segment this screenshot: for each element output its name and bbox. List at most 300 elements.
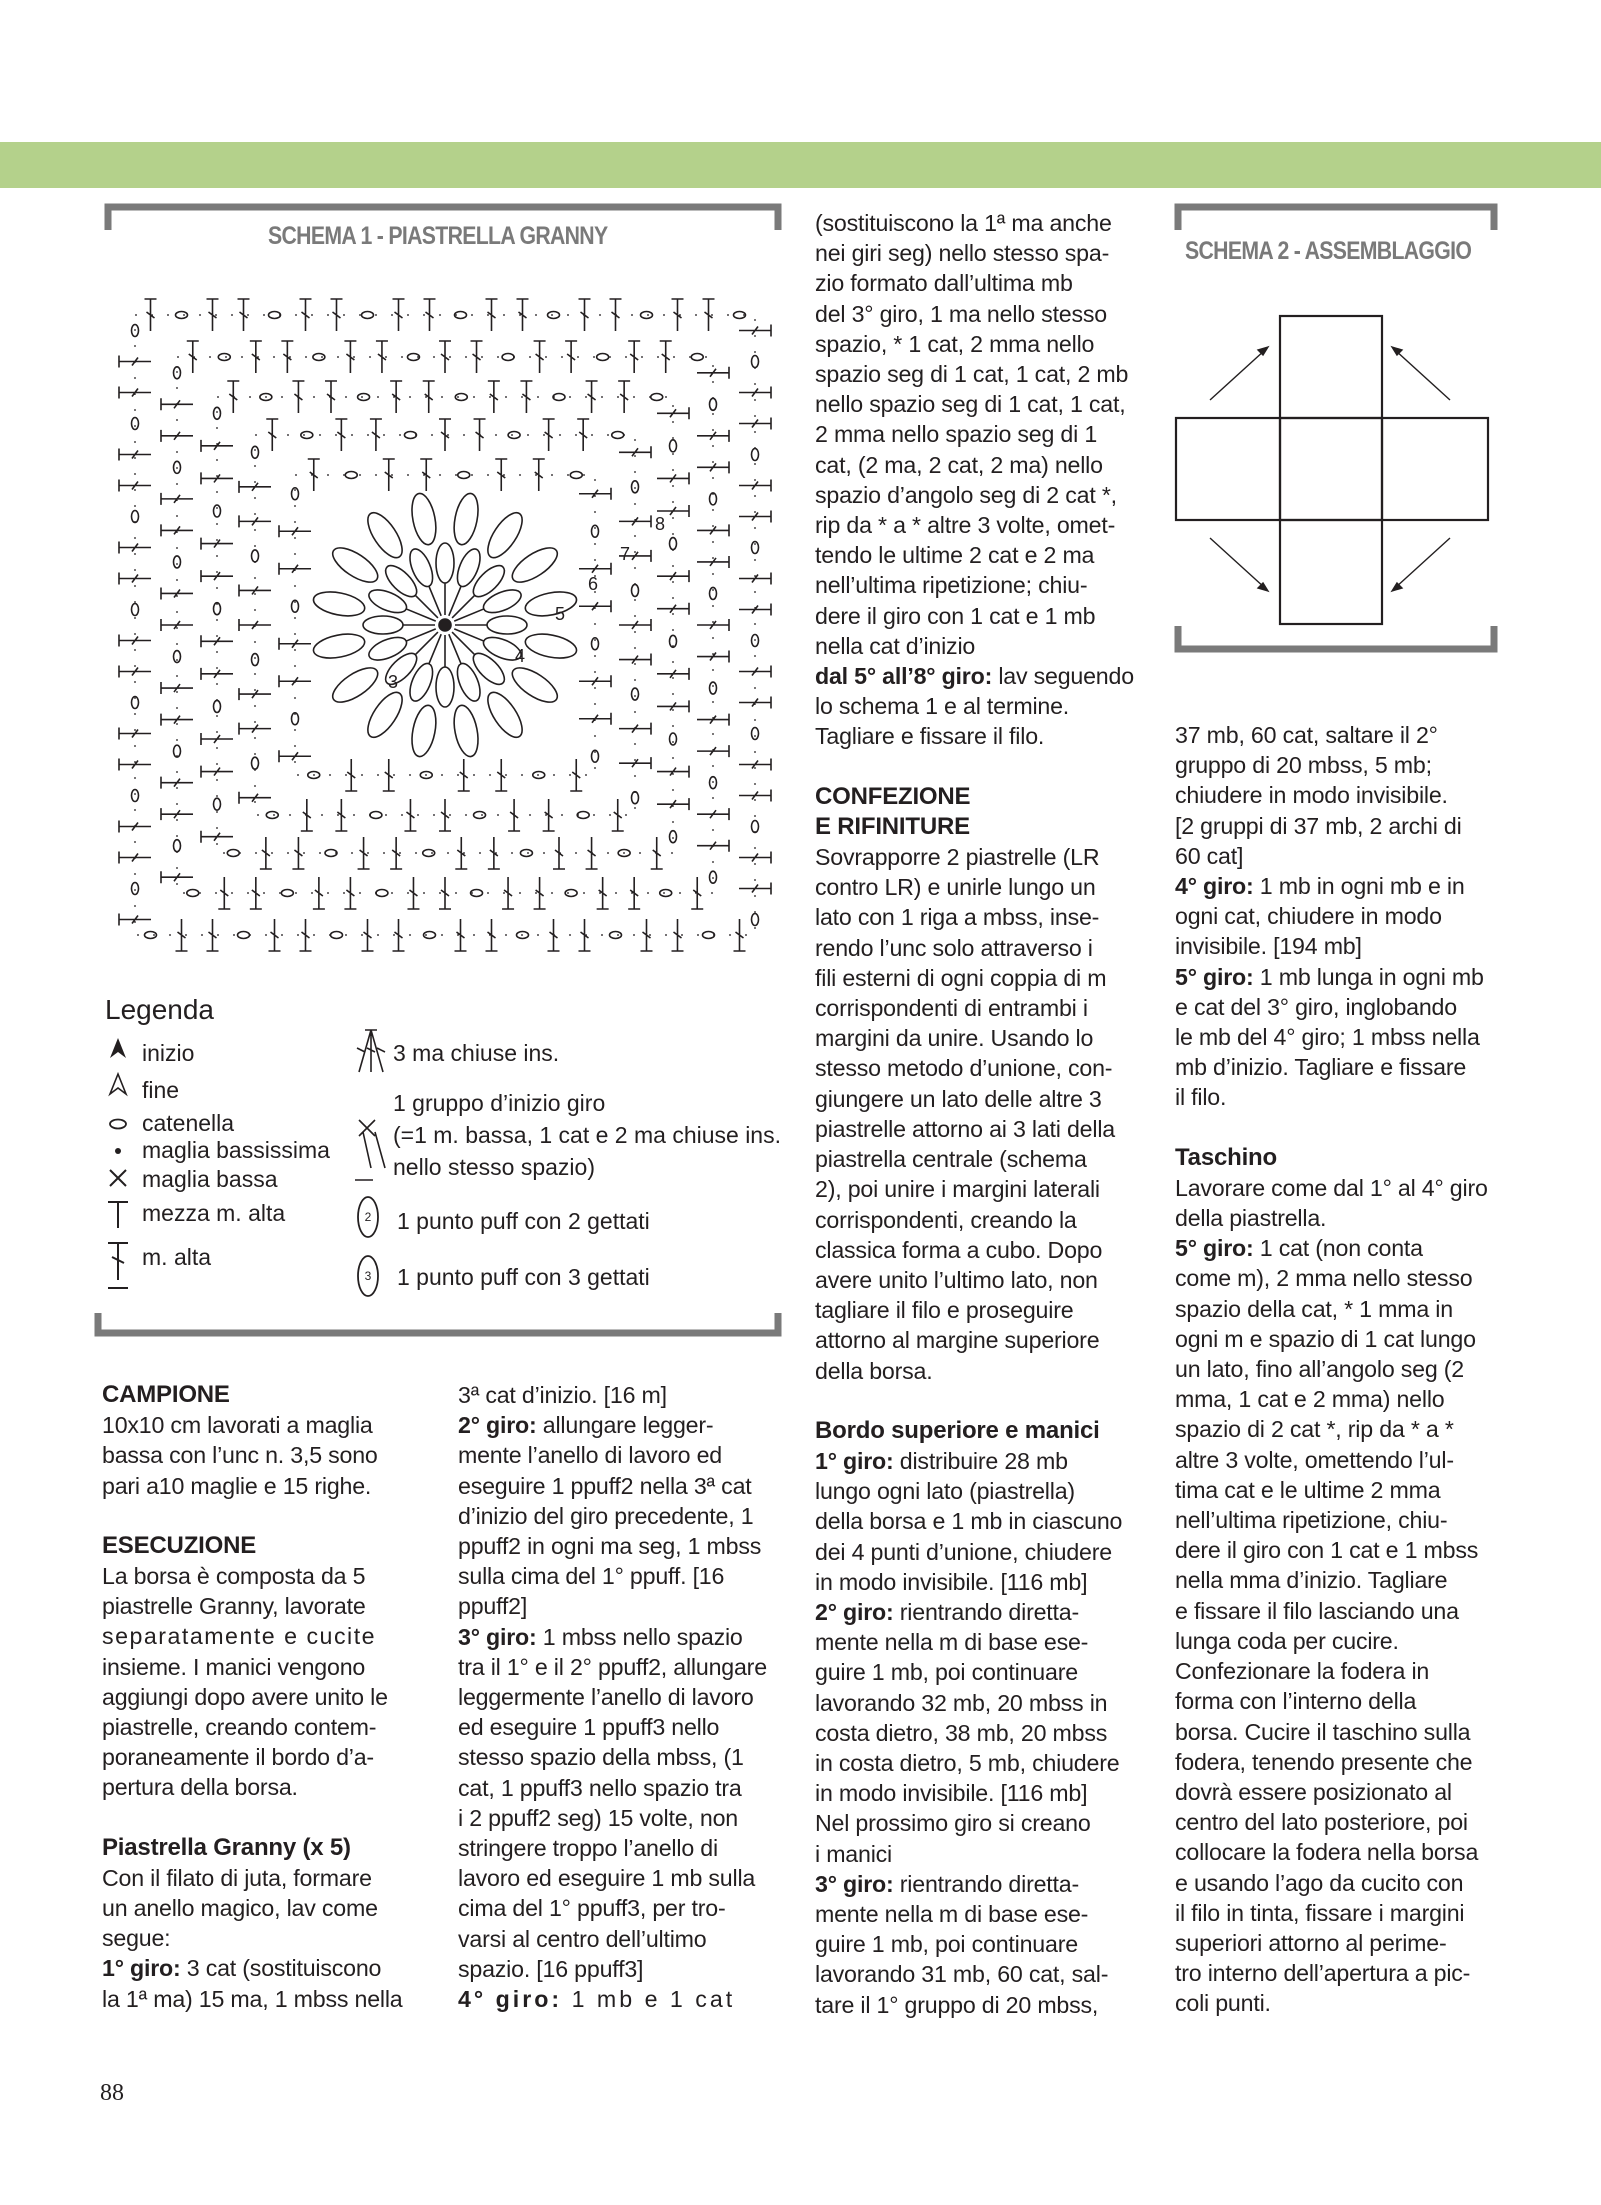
chain-stitch	[710, 682, 717, 694]
dc-stitch	[424, 299, 436, 331]
text-line: stesso metodo d’unione, con-	[815, 1055, 1113, 1082]
text-line: dere il giro con 1 cat e 1 mbss	[1175, 1537, 1479, 1564]
start-icon	[110, 1038, 126, 1058]
puff-stitch	[523, 588, 578, 620]
dc-stitch	[697, 619, 729, 631]
legend-single-crochet: maglia bassa	[142, 1166, 278, 1192]
dc-stitch	[579, 488, 611, 500]
text-line: piastrelle Granny, lavorate	[102, 1593, 366, 1620]
chain-stitch	[660, 890, 672, 897]
dc-stitch	[533, 459, 545, 491]
dc-stitch	[739, 697, 771, 709]
text-line: fili esterni di ogni coppia di m	[815, 964, 1107, 991]
text-line	[458, 1410, 778, 1440]
dc-stitch	[697, 714, 729, 726]
legend-puff3: 1 punto puff con 3 gettati	[397, 1264, 650, 1290]
text-line: altre 3 volte, omettendo l’ul-	[1175, 1446, 1454, 1473]
chain-stitch	[132, 790, 139, 802]
round-label: 2° giro:	[458, 1412, 537, 1439]
chain-stitch	[132, 604, 139, 616]
puff-stitch	[450, 491, 482, 546]
dc-stitch	[119, 821, 151, 833]
chain-stitch	[214, 700, 221, 712]
dc-stitch	[404, 799, 416, 831]
dc-stitch	[508, 799, 520, 831]
end-icon	[110, 1074, 126, 1094]
dc-stitch	[657, 603, 689, 615]
dc-stitch	[628, 877, 640, 909]
round-label: 3° giro:	[815, 1870, 894, 1897]
round-label: 3° giro:	[458, 1623, 537, 1650]
chain-stitch	[570, 472, 582, 479]
dc-stitch	[308, 459, 320, 491]
text-line: piastrelle attorno ai 3 lati della	[815, 1115, 1115, 1142]
text-line: stesso spazio della mbss, (1	[458, 1744, 744, 1771]
round-label: dal 5° all’8° giro:	[815, 663, 993, 690]
text-line: 10x10 cm lavorati a maglia	[102, 1412, 373, 1439]
dc-stitch	[300, 299, 312, 331]
dc-stitch	[161, 777, 193, 789]
text-line: costa dietro, 38 mb, 20 mbss	[815, 1719, 1108, 1746]
dc-stitch	[619, 723, 651, 735]
chain-stitch	[252, 446, 259, 458]
chain-stitch	[345, 472, 357, 479]
text-line: lungo ogni lato (piastrella)	[815, 1478, 1075, 1505]
puff-stitch	[327, 541, 382, 588]
puff-stitch	[361, 687, 408, 742]
granny-square-chart	[110, 290, 780, 960]
round-number-label: 4	[515, 646, 526, 666]
text-line: spazio, * 1 cat, 2 mma nello	[815, 330, 1095, 357]
round-label: 4° giro:	[458, 1986, 563, 2013]
puff-stitch	[311, 588, 366, 620]
dc-stitch	[618, 381, 630, 413]
text-span: 1 mb e 1 cat	[562, 1986, 736, 2013]
tile-center	[1280, 418, 1382, 520]
dc-stitch	[279, 750, 311, 762]
dc-stitch	[619, 515, 651, 527]
dc-stitch	[651, 837, 663, 869]
legend-start-group-desc: (=1 m. bassa, 1 cat e 2 ma chiuse ins.	[393, 1122, 781, 1148]
text-span: 1 mb in ogni mb e in	[1253, 873, 1465, 900]
text-line: centro del lato posteriore, poi	[1175, 1809, 1468, 1836]
text-line: 60 cat]	[1175, 842, 1244, 869]
dc-stitch	[370, 419, 382, 451]
text-line: ed eseguire 1 ppuff3 nello	[458, 1714, 720, 1741]
text-line: Lavorare come dal 1° al 4° giro	[1175, 1174, 1488, 1201]
text-line: superiori attorno al perime-	[1175, 1929, 1447, 1956]
chain-stitch	[458, 472, 470, 479]
text-line: Tagliare e fissare il filo.	[815, 723, 1045, 750]
chain-stitch	[404, 432, 416, 439]
text-line: mb d’inizio. Tagliare e fissare	[1175, 1054, 1467, 1081]
dc-stitch	[486, 919, 498, 951]
puff-stitch	[366, 585, 410, 617]
dc-stitch	[187, 341, 199, 373]
text-line: lunga coda per cucire.	[1175, 1627, 1399, 1654]
dc-stitch	[201, 668, 233, 680]
puff3-icon-label: 3	[364, 1269, 372, 1283]
text-line: spazio seg di 1 cat, 1 cat, 2 mb	[815, 361, 1129, 388]
dc-stitch	[390, 381, 402, 413]
dc-stitch	[697, 367, 729, 379]
dc-stitch	[407, 877, 419, 909]
text-line: della piastrella.	[1175, 1205, 1327, 1232]
text-line: Sovrapporre 2 piastrelle (LR	[815, 844, 1100, 871]
text-line: contro LR) e unirle lungo un	[815, 874, 1096, 901]
text-line: collocare la fodera nella borsa	[1175, 1839, 1479, 1866]
text-line: come m), 2 mma nello stesso	[1175, 1265, 1473, 1292]
text-line: cima del 1° ppuff3, per tro-	[458, 1895, 726, 1922]
dc-stitch	[739, 480, 771, 492]
text-line	[458, 1622, 778, 1652]
text-line: forma con l’interno della	[1175, 1688, 1417, 1715]
dc-stitch	[628, 341, 640, 373]
text-line: borsa. Cucire il taschino sulla	[1175, 1718, 1471, 1745]
text-line: lato con 1 riga a mbss, inse-	[815, 904, 1100, 931]
dc-stitch	[201, 733, 233, 745]
chain-stitch	[632, 688, 639, 700]
chain-stitch	[632, 792, 639, 804]
text-span: distribuire 28 mb	[893, 1447, 1068, 1474]
text-span: allungare legger-	[536, 1412, 714, 1439]
text-line: ppuff2]	[458, 1593, 528, 1620]
dc-stitch	[579, 675, 611, 687]
dc-stitch	[250, 341, 262, 373]
text-line: stringere troppo l’anello di	[458, 1835, 718, 1862]
text-line: d’inizio del giro precedente, 1	[458, 1502, 754, 1529]
text-line: il filo in tinta, fissare i margini	[1175, 1899, 1465, 1926]
chain-stitch	[301, 432, 313, 439]
dc-stitch	[383, 759, 395, 791]
round-label: 5° giro:	[1175, 963, 1254, 990]
dc-stitch	[739, 418, 771, 430]
text-line: tagliare il filo e proseguire	[815, 1297, 1074, 1324]
text-line: tima cat e le ultime 2 mma	[1175, 1476, 1441, 1503]
text-line: mma, 1 cat e 2 mma) nello	[1175, 1386, 1445, 1413]
dc-stitch	[119, 852, 151, 864]
dc-stitch	[279, 638, 311, 650]
dc-stitch	[325, 381, 337, 413]
text-line	[102, 1953, 422, 1983]
double-crochet-icon	[108, 1243, 128, 1288]
dc-stitch	[218, 877, 230, 909]
chain-stitch	[358, 394, 370, 401]
text-line	[815, 1446, 1145, 1476]
dc-stitch	[201, 472, 233, 484]
round-number-label: 5	[555, 604, 566, 624]
chain-stitch	[474, 812, 486, 819]
text-line: gruppo di 20 mbss, 5 mb;	[1175, 752, 1432, 779]
dc-stitch	[393, 299, 405, 331]
chain-stitch	[252, 654, 259, 666]
dc-stitch	[739, 666, 771, 678]
text-line: tra il 1° e il 2° ppuff2, allungare	[458, 1653, 767, 1680]
puff-stitch	[507, 661, 562, 708]
chain-stitch	[641, 312, 653, 319]
text-line: le mb del 4° giro; 1 mbss nella	[1175, 1024, 1480, 1051]
text-line: e fissare il filo lasciando una	[1175, 1597, 1459, 1624]
text-line: dei 4 punti d’unione, chiudere	[815, 1538, 1112, 1565]
chain-stitch	[548, 312, 560, 319]
text-line: Con il filato di juta, formare	[102, 1864, 372, 1891]
text-line: Confezionare la fodera in	[1175, 1658, 1430, 1685]
dc-stitch	[579, 600, 611, 612]
chain-stitch	[703, 932, 715, 939]
dc-stitch	[201, 635, 233, 647]
text-line: mente nella m di base ese-	[815, 1900, 1089, 1927]
text-line: piastrella centrale (schema	[815, 1146, 1087, 1173]
dc-stitch	[345, 759, 357, 791]
center-start-mark	[439, 619, 451, 631]
dc-stitch	[579, 299, 591, 331]
text-line: in modo invisibile. [116 mb]	[815, 1568, 1088, 1595]
legend-start-group: 1 gruppo d’inizio giro	[393, 1090, 606, 1116]
text-line: rendo l’unc solo attraverso i	[815, 934, 1093, 961]
text-line: ogni cat, chiudere in modo	[1175, 903, 1442, 930]
dc-stitch	[161, 871, 193, 883]
dc-stitch	[344, 877, 356, 909]
dc-stitch	[161, 398, 193, 410]
dc-stitch	[279, 525, 311, 537]
text-span: 3 cat (sostituiscono	[180, 1955, 382, 1982]
dc-stitch	[260, 837, 272, 869]
chain-stitch	[174, 556, 181, 568]
confezione-heading: CONFEZIONE	[815, 782, 971, 810]
chain-stitch	[670, 440, 677, 452]
legend-title: Legenda	[105, 994, 215, 1025]
puff-stitch	[468, 561, 509, 602]
text-line: lavorando 31 mb, 60 cat, sal-	[815, 1961, 1109, 1988]
puff-stitch	[481, 507, 528, 562]
text-line: lavorando 32 mb, 20 mbss in	[815, 1689, 1108, 1716]
text-line	[1175, 962, 1505, 992]
dc-stitch	[697, 808, 729, 820]
text-line: poraneamente il bordo d’a-	[102, 1744, 374, 1771]
chain-stitch	[520, 850, 532, 857]
round-label: 1° giro:	[102, 1955, 181, 1982]
single-crochet-icon	[110, 1170, 126, 1186]
dc-stitch	[227, 381, 239, 413]
dc-stitch	[697, 461, 729, 473]
confezione-heading-2: E RIFINITURE	[815, 812, 970, 840]
text-line: in modo invisibile. [116 mb]	[815, 1780, 1088, 1807]
chain-stitch	[752, 821, 759, 833]
round-label: 5° giro:	[1175, 1235, 1254, 1262]
dc-stitch	[269, 919, 281, 951]
chain-stitch	[752, 914, 759, 926]
dc-stitch	[548, 919, 560, 951]
round-number-label: 3	[388, 672, 399, 692]
chain-stitch	[214, 505, 221, 517]
chain-stitch	[269, 312, 281, 319]
text-line: piastrelle, creando contem-	[102, 1714, 377, 1741]
round-label: 2° giro:	[815, 1598, 894, 1625]
dc-stitch	[161, 430, 193, 442]
dc-stitch	[201, 831, 233, 843]
chain-stitch	[376, 890, 388, 897]
text-line: insieme. I manici vengono	[102, 1653, 366, 1680]
dc-stitch	[161, 587, 193, 599]
text-line: il filo.	[1175, 1084, 1227, 1111]
dc-stitch	[579, 713, 611, 725]
chain-stitch	[238, 932, 250, 939]
legend-half-double: mezza m. alta	[142, 1200, 286, 1226]
tile-right	[1382, 418, 1488, 520]
schema2-title: SCHEMA 2 - ASSEMBLAGGIO	[1185, 237, 1472, 265]
chain-stitch	[632, 481, 639, 493]
dc-stitch	[570, 759, 582, 791]
legend-chain: catenella	[142, 1110, 235, 1136]
chain-stitch	[370, 812, 382, 819]
text-line: spazio di 2 cat *, rip da * a *	[1175, 1416, 1454, 1443]
puff2-icon-label: 2	[364, 1210, 372, 1224]
text-line: mente l’anello di lavoro ed	[458, 1442, 722, 1469]
tile-left	[1176, 418, 1280, 520]
text-line: cat, 1 ppuff3 nello spazio tra	[458, 1774, 742, 1801]
text-span: rientrando diretta-	[893, 1870, 1079, 1897]
dc-stitch	[145, 299, 157, 331]
tile-bottom	[1280, 520, 1382, 624]
dc-stitch	[660, 341, 672, 373]
dc-stitch	[161, 808, 193, 820]
text-line: tendo le ultime 2 cat e 2 ma	[815, 542, 1095, 569]
dc-stitch	[586, 381, 598, 413]
text-line: spazio. [16 ppuff3]	[458, 1955, 644, 1982]
dc-stitch	[281, 341, 293, 373]
chain-stitch	[132, 418, 139, 430]
text-line: varsi al centro dell’ultimo	[458, 1925, 707, 1952]
chain-icon	[110, 1120, 126, 1129]
text-line: tare il 1° gruppo di 20 mbss,	[815, 1991, 1099, 2018]
text-line: zio formato dall’ultima mb	[815, 270, 1073, 297]
text-line: e usando l’ago da cucito con	[1175, 1869, 1464, 1896]
dc-stitch	[697, 745, 729, 757]
chain-stitch	[632, 584, 639, 596]
text-line: pari a10 maglie e 15 righe.	[102, 1472, 372, 1499]
text-line: spazio della cat, * 1 mma in	[1175, 1295, 1453, 1322]
chain-stitch	[214, 798, 221, 810]
dc-stitch	[672, 299, 684, 331]
chain-stitch	[176, 312, 188, 319]
text-line: [2 gruppi di 37 mb, 2 archi di	[1175, 812, 1462, 839]
text-line	[1175, 871, 1505, 901]
text-line: dovrà essere posizionato al	[1175, 1778, 1452, 1805]
dc-stitch	[739, 325, 771, 337]
chain-stitch	[266, 812, 278, 819]
piastrella-heading: Piastrella Granny (x 5)	[102, 1833, 351, 1861]
text-line: mente nella m di base ese-	[815, 1629, 1089, 1656]
dc-stitch	[301, 799, 313, 831]
text-line: tro interno dell’apertura a pic-	[1175, 1960, 1471, 1987]
text-line: 2), poi unire i margini laterali	[815, 1176, 1100, 1203]
dc-stitch	[335, 419, 347, 451]
chain-stitch	[612, 432, 624, 439]
chain-stitch	[187, 890, 199, 897]
legend-start: inizio	[142, 1040, 195, 1066]
text-line: dere il giro con 1 cat e 1 mb	[815, 602, 1096, 629]
dc-stitch	[207, 919, 219, 951]
text-line	[815, 1597, 1145, 1627]
column-3	[815, 208, 1145, 2020]
text-line: coli punti.	[1175, 1990, 1271, 2017]
chain-stitch	[132, 511, 139, 523]
text-line: 2 mma nello spazio seg di 1	[815, 421, 1098, 448]
dc-stitch	[579, 563, 611, 575]
text-line: ppuff2 in ogni ma seg, 1 mbss	[458, 1533, 762, 1560]
dc-stitch	[119, 759, 151, 771]
text-line: margini da unire. Usando lo	[815, 1025, 1094, 1052]
dc-stitch	[657, 766, 689, 778]
text-line: i manici	[815, 1840, 892, 1867]
dc-stitch	[201, 766, 233, 778]
dc-stitch	[697, 651, 729, 663]
dc-stitch	[239, 723, 271, 735]
page-number: 88	[100, 2080, 124, 2106]
text-line: classica forma a cubo. Dopo	[815, 1236, 1103, 1263]
text-line: i 2 ppuff2 seg) 15 volte, non	[458, 1804, 738, 1831]
esecuzione-heading: ESECUZIONE	[102, 1531, 257, 1559]
dc-stitch	[739, 573, 771, 585]
dc-stitch	[495, 459, 507, 491]
chain-stitch	[752, 449, 759, 461]
start-group-icon	[355, 1120, 385, 1180]
chain-stitch	[132, 883, 139, 895]
text-line: bassa con l’unc n. 3,5 sono	[102, 1442, 378, 1469]
text-line: nell’ultima ripetizione; chiu-	[815, 572, 1088, 599]
half-double-icon	[108, 1202, 128, 1228]
puff-stitch	[481, 687, 528, 742]
dc-stitch	[119, 387, 151, 399]
text-line: un anello magico, lav come	[102, 1895, 378, 1922]
text-line: nello spazio seg di 1 cat, 1 cat,	[815, 391, 1126, 418]
chain-stitch	[174, 840, 181, 852]
tile-top	[1280, 316, 1382, 418]
legend-start-group-desc2: nello stesso spazio)	[393, 1154, 595, 1180]
puff-stitch	[480, 585, 524, 617]
chain-stitch	[565, 890, 577, 897]
text-line: pertura della borsa.	[102, 1774, 298, 1801]
slip-stitch-icon	[115, 1148, 121, 1154]
text-line: nell’ultima ripetizione, chiu-	[1175, 1507, 1448, 1534]
text-line: nella mma d’inizio. Tagliare	[1175, 1567, 1448, 1594]
dc-stitch	[119, 914, 151, 926]
text-line: della borsa e 1 mb in ciascuno	[815, 1508, 1123, 1535]
dc-stitch	[691, 877, 703, 909]
dc-stitch	[597, 877, 609, 909]
legend-3dc-cluster: 3 ma chiuse ins.	[393, 1040, 560, 1066]
text-span: rientrando diretta-	[893, 1598, 1079, 1625]
text-span: 1 cat (non conta	[1253, 1235, 1423, 1262]
text-line: rip da * a * altre 3 volte, omet-	[815, 512, 1116, 539]
puff-stitch	[381, 561, 422, 602]
dc-stitch	[266, 419, 278, 451]
puff-stitch	[468, 648, 509, 689]
dc-stitch	[250, 877, 262, 909]
text-line: la 1ª ma) 15 ma, 1 mbss nella	[102, 1985, 403, 2012]
puff-stitch	[381, 648, 422, 689]
text-line: Nel prossimo giro si creano	[815, 1810, 1091, 1837]
chain-stitch	[227, 850, 239, 857]
text-line: corrispondenti di entrambi i	[815, 995, 1088, 1022]
text-line: 3ª cat d’inizio. [16 m]	[458, 1382, 667, 1408]
text-line: lo schema 1 e al termine.	[815, 693, 1070, 720]
round-number-label: 7	[620, 544, 631, 564]
puff-stitch	[363, 616, 403, 634]
dc-stitch	[119, 356, 151, 368]
dc-stitch	[739, 883, 771, 895]
puff-stitch	[436, 667, 454, 707]
